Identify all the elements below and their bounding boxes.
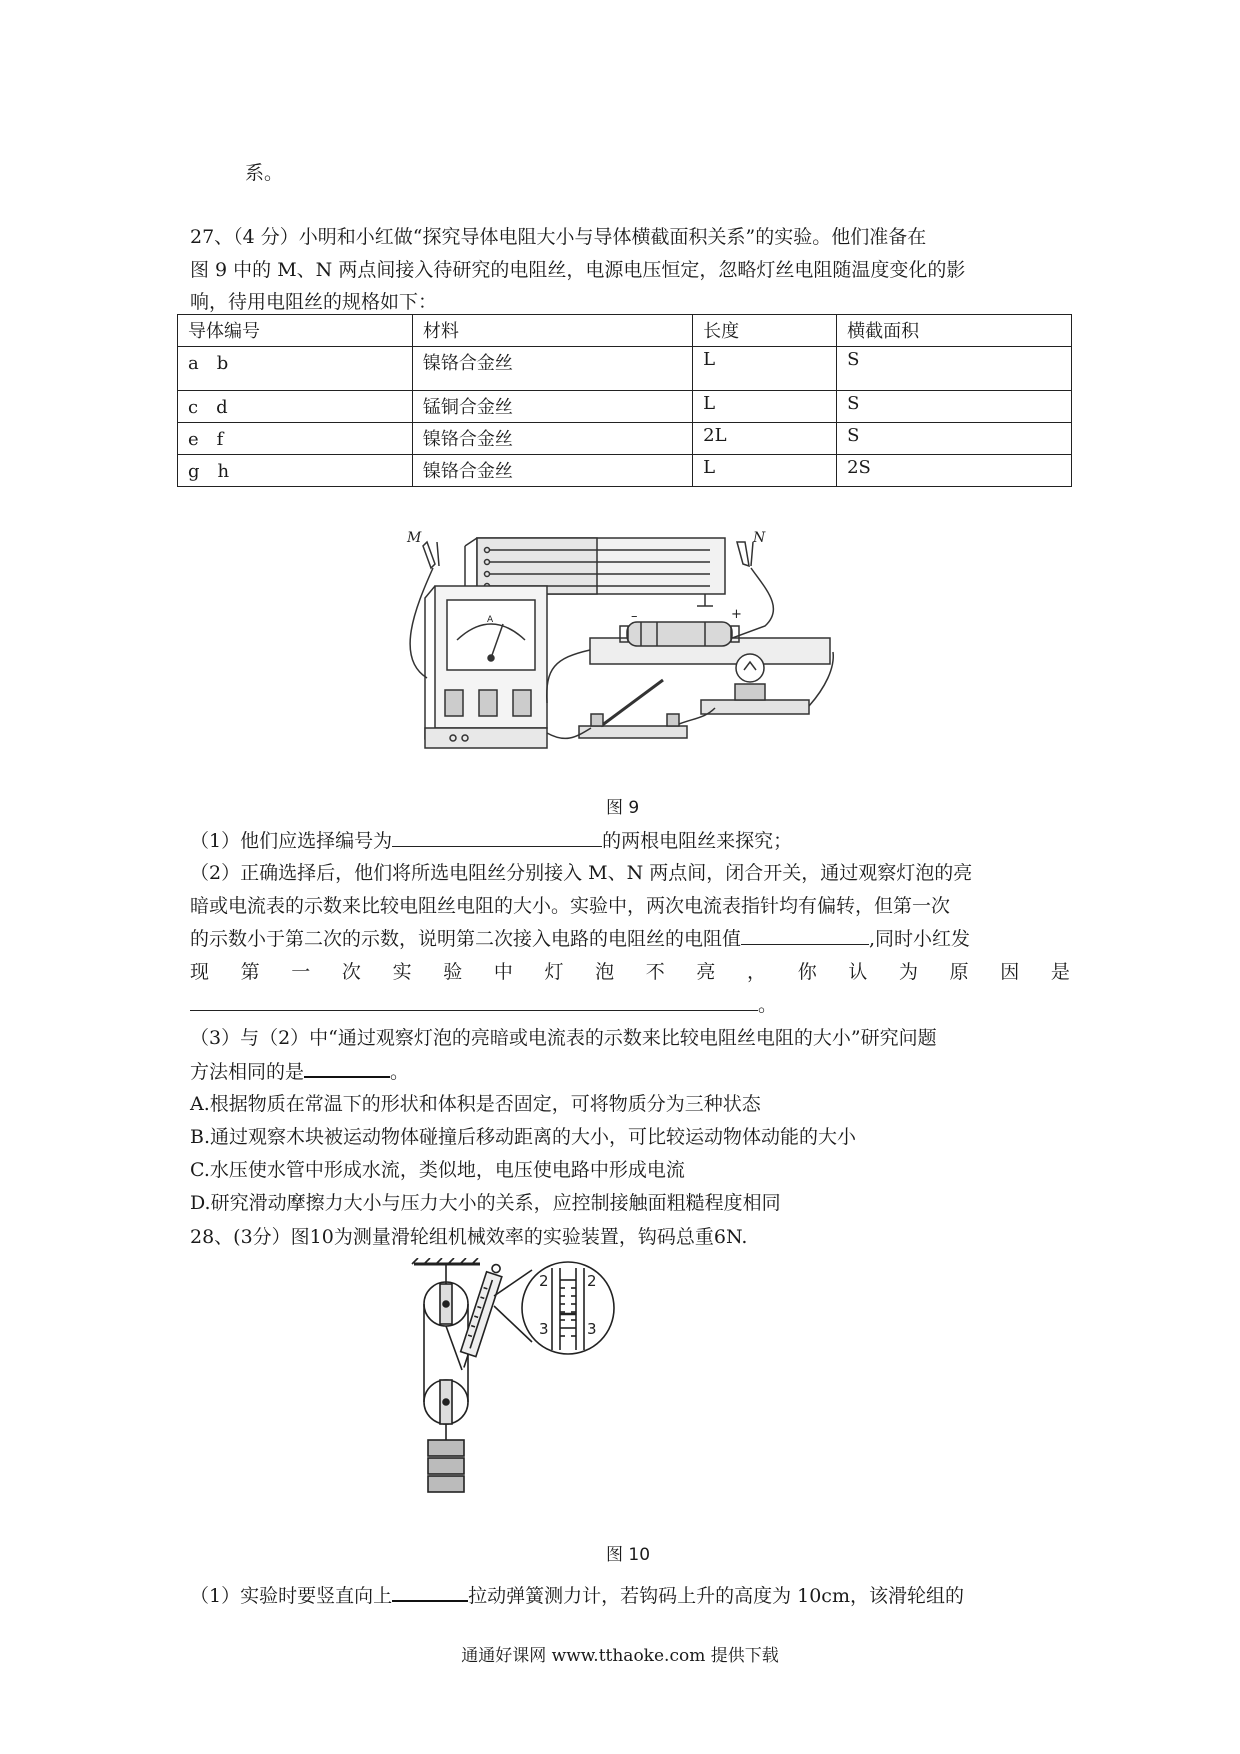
page-footer: 通通好课网 www.tthaoke.com 提供下载 <box>461 1646 779 1666</box>
q27-part-3-line-2: 方法相同的是 。 <box>190 1056 1070 1084</box>
answer-blank[interactable] <box>392 826 602 847</box>
table-cell: L <box>693 455 837 487</box>
table-cell: c d <box>178 391 413 423</box>
table-row <box>178 391 1072 423</box>
option-a: A.根据物质在常温下的形状和体积是否固定，可将物质分为三种状态 <box>190 1093 761 1115</box>
table-cell: S <box>837 347 1072 391</box>
option-c: C.水压使水管中形成水流，类似地，电压使电路中形成电流 <box>190 1159 685 1181</box>
table-cell: g h <box>178 455 413 487</box>
q28-line: 28、(3分）图10为测量滑轮组机械效率的实验装置，钩码总重6N. <box>190 1226 748 1248</box>
table-cell: 镍铬合金丝 <box>412 455 692 487</box>
answer-blank[interactable] <box>190 990 758 1011</box>
ammeter-label: A <box>487 615 494 625</box>
q27-line-1: 27、（4 分）小明和小红做“探究导体电阻大小与导体横截面积关系”的实验。他们准备在 <box>190 226 927 248</box>
intro-continuation: 系。 <box>245 162 284 184</box>
terminal-label-n: N <box>753 530 766 546</box>
q27-part-2-line-4: 现 第 一 次 实 验 中 灯 泡 不 亮 ， 你 认 为 原 因 是 <box>190 961 1070 983</box>
table-cell: e f <box>178 423 413 455</box>
table-header-row <box>178 315 1072 347</box>
battery-minus-label: – <box>631 609 638 624</box>
table-row <box>178 423 1072 455</box>
q27-part-2-line-1: （2）正确选择后，他们将所选电阻丝分别接入 M、N 两点间，闭合开关，通过观察灯泡的亮 <box>190 862 973 884</box>
scale-label-top-right: 2 <box>587 1272 597 1290</box>
table-cell: S <box>837 391 1072 423</box>
table-header-cell: 材料 <box>412 315 692 347</box>
table-row <box>178 455 1072 487</box>
resistor-spec-table <box>177 314 1072 487</box>
q28-part-1: （1）实验时要竖直向上 拉动弹簧测力计，若钩码上升的高度为 10cm，该滑轮组的 <box>190 1580 1070 1608</box>
answer-blank[interactable] <box>392 1580 468 1602</box>
battery-plus-label: + <box>731 607 742 622</box>
table-header-cell: 长度 <box>693 315 837 347</box>
table-cell: L <box>693 347 837 391</box>
answer-blank[interactable] <box>741 924 869 945</box>
table-row <box>178 347 1072 391</box>
scale-label-top-left: 2 <box>539 1272 549 1290</box>
figure-10-pulley <box>410 1258 625 1498</box>
scale-label-bottom-left: 3 <box>539 1320 549 1338</box>
table-cell: a b <box>178 347 413 391</box>
scale-label-bottom-right: 3 <box>587 1320 597 1338</box>
figure-9-caption: 图 9 <box>606 798 640 818</box>
figure-9-circuit <box>405 528 845 760</box>
terminal-label-m: M <box>407 530 422 546</box>
table-cell: L <box>693 391 837 423</box>
q27-line-3: 响，待用电阻丝的规格如下： <box>190 291 438 313</box>
table-header-cell: 导体编号 <box>178 315 413 347</box>
table-cell: 镍铬合金丝 <box>412 423 692 455</box>
table-cell: S <box>837 423 1072 455</box>
q27-part-2-line-2: 暗或电流表的示数来比较电阻丝电阻的大小。实验中，两次电流表指针均有偏转，但第一次 <box>190 895 951 917</box>
q27-line-2: 图 9 中的 M、N 两点间接入待研究的电阻丝，电源电压恒定，忽略灯丝电阻随温度变化的影 <box>190 259 966 281</box>
figure-10-caption: 图 10 <box>606 1545 651 1565</box>
q27-part-1: （1）他们应选择编号为 的两根电阻丝来探究； <box>190 826 1070 853</box>
q27-part-2-line-5: 。 <box>190 990 1070 1017</box>
table-cell: 镍铬合金丝 <box>412 347 692 391</box>
table-header-cell: 横截面积 <box>837 315 1072 347</box>
table-cell: 锰铜合金丝 <box>412 391 692 423</box>
option-b: B.通过观察木块被运动物体碰撞后移动距离的大小，可比较运动物体动能的大小 <box>190 1126 857 1148</box>
table-cell: 2S <box>837 455 1072 487</box>
q27-part-3-line-1: （3）与（2）中“通过观察灯泡的亮暗或电流表的示数来比较电阻丝电阻的大小”研究问题 <box>190 1027 937 1049</box>
table-cell: 2L <box>693 423 837 455</box>
q27-part-2-line-3: 的示数小于第二次的示数，说明第二次接入电路的电阻丝的电阻值 ,同时小红发 <box>190 924 1070 951</box>
answer-blank[interactable] <box>304 1056 390 1078</box>
option-d: D.研究滑动摩擦力大小与压力大小的关系，应控制接触面粗糙程度相同 <box>190 1192 781 1214</box>
